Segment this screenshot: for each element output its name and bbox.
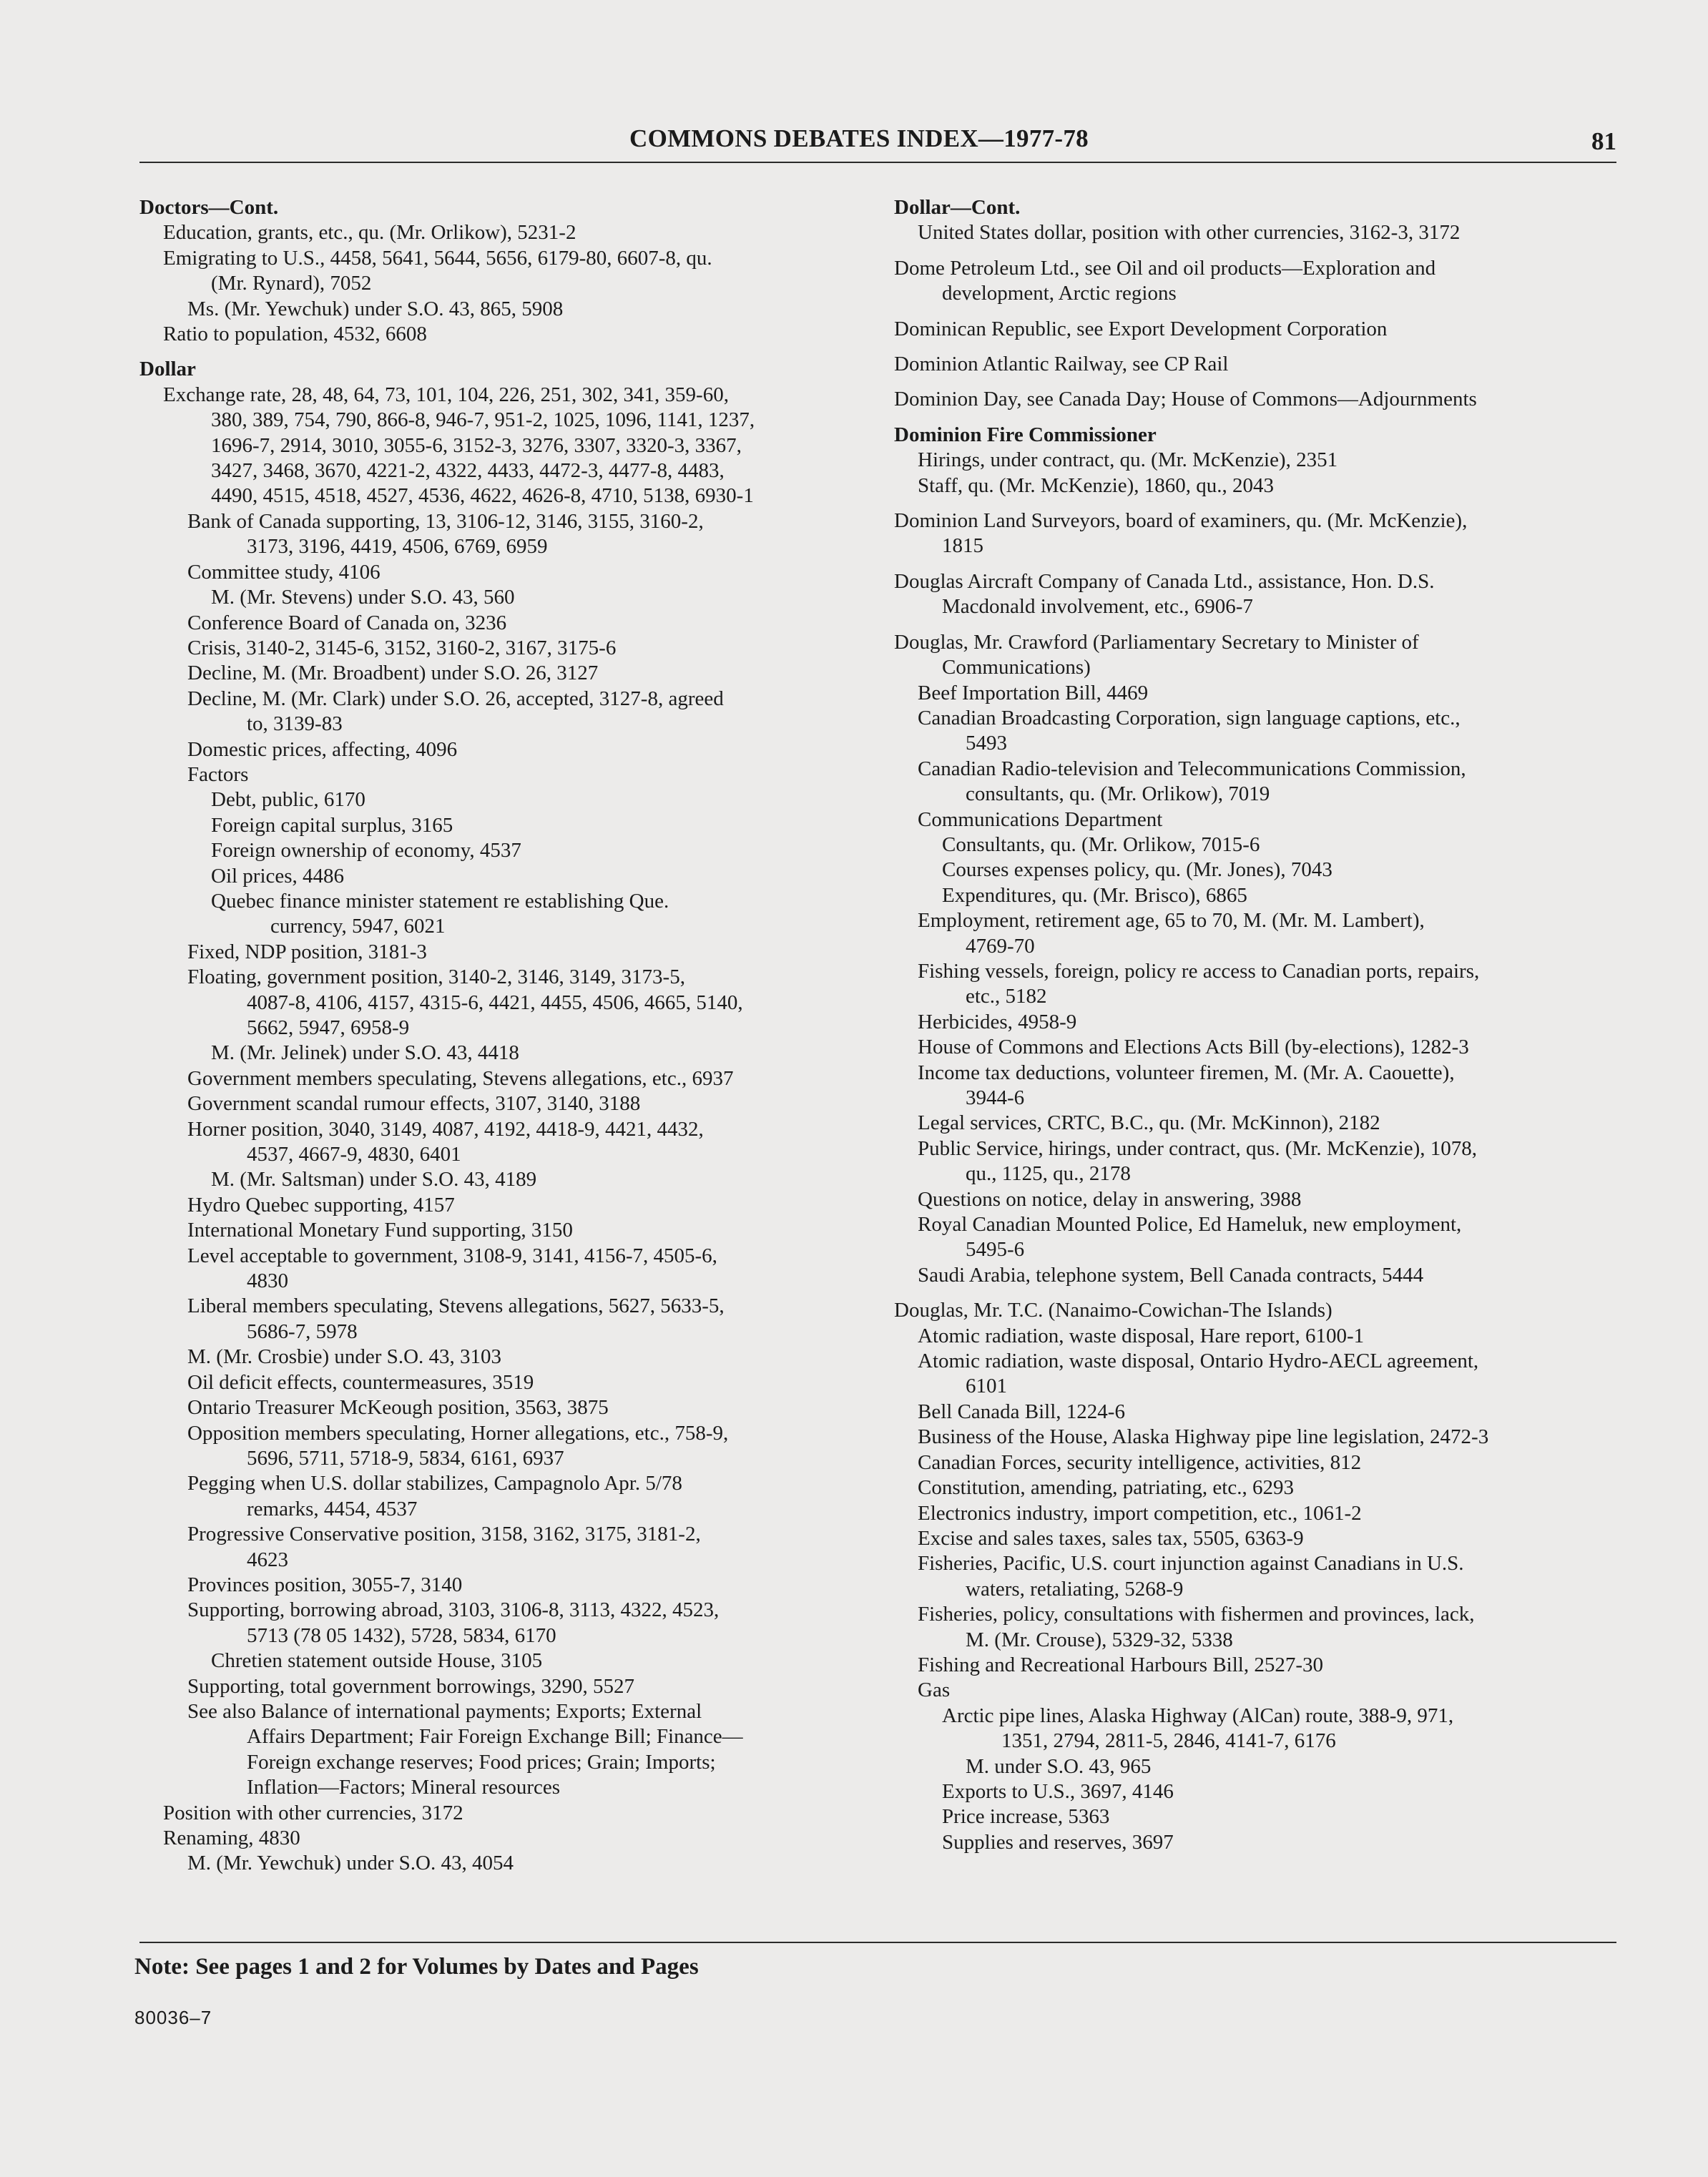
index-entry: M. (Mr. Crouse), 5329-32, 5338 <box>966 1628 1233 1651</box>
index-entry: Communications Department <box>918 807 1163 831</box>
index-heading: Doctors—Cont. <box>139 196 279 219</box>
index-entry: Inflation—Factors; Mineral resources <box>247 1776 561 1799</box>
index-entry: Atomic radiation, waste disposal, Ontario Hydro-AECL agreement, <box>918 1350 1479 1373</box>
index-entry: Fishing vessels, foreign, policy re access to Canadian ports, repairs, <box>918 959 1480 983</box>
index-entry: Courses expenses policy, qu. (Mr. Jones), 7043 <box>942 858 1332 882</box>
index-entry: 380, 389, 754, 790, 866-8, 946-7, 951-2, 1025, 1096, 1141, 1237, <box>211 408 755 432</box>
index-entry: M. (Mr. Saltsman) under S.O. 43, 4189 <box>211 1168 537 1191</box>
index-entry: waters, retaliating, 5268-9 <box>966 1577 1184 1601</box>
index-entry: 5662, 5947, 6958-9 <box>247 1016 410 1039</box>
header-rule <box>139 162 1616 163</box>
index-entry: Supporting, borrowing abroad, 3103, 3106-8, 3113, 4322, 4523, <box>187 1598 720 1622</box>
index-heading: Dominion Day, see Canada Day; House of Commons—Adjournments <box>894 388 1477 411</box>
index-entry: Liberal members speculating, Stevens allegations, 5627, 5633-5, <box>187 1294 725 1318</box>
index-entry: Business of the House, Alaska Highway pipe line legislation, 2472-3 <box>918 1425 1489 1449</box>
index-heading: Dominion Atlantic Railway, see CP Rail <box>894 353 1229 376</box>
index-entry: Macdonald involvement, etc., 6906-7 <box>942 595 1253 619</box>
index-entry: Canadian Radio-television and Telecommunications Commission, <box>918 757 1466 780</box>
index-entry: to, 3139-83 <box>247 712 343 736</box>
index-entry: Ms. (Mr. Yewchuk) under S.O. 43, 865, 5908 <box>187 297 564 320</box>
index-entry: Government scandal rumour effects, 3107, 3140, 3188 <box>187 1092 641 1116</box>
index-heading: Dollar—Cont. <box>894 196 1021 219</box>
index-entry: Quebec finance minister statement re establishing Que. <box>211 889 669 913</box>
index-entry: Crisis, 3140-2, 3145-6, 3152, 3160-2, 3167, 3175-6 <box>187 636 617 659</box>
index-entry: Oil prices, 4486 <box>211 864 345 888</box>
index-entry: 4769-70 <box>966 934 1035 958</box>
index-entry: Public Service, hirings, under contract, qus. (Mr. McKenzie), 1078, <box>918 1136 1478 1160</box>
index-entry: Decline, M. (Mr. Broadbent) under S.O. 26, 3127 <box>187 662 599 685</box>
index-entry: Canadian Forces, security intelligence, activities, 812 <box>918 1450 1362 1474</box>
footer-note: Note: See pages 1 and 2 for Volumes by Dates and Pages <box>134 1954 699 1980</box>
index-entry: Debt, public, 6170 <box>211 788 365 812</box>
index-entry: Exports to U.S., 3697, 4146 <box>942 1779 1174 1803</box>
index-entry: Opposition members speculating, Horner allegations, etc., 758-9, <box>187 1421 729 1445</box>
index-column-right <box>894 195 1620 1855</box>
print-code: 80036–7 <box>134 2007 212 2028</box>
index-entry: 5686-7, 5978 <box>247 1320 358 1343</box>
index-entry: 6101 <box>966 1375 1007 1398</box>
index-entry: Royal Canadian Mounted Police, Ed Hameluk, new employment, <box>918 1213 1462 1237</box>
index-entry: Legal services, CRTC, B.C., qu. (Mr. McKinnon), 2182 <box>918 1111 1380 1135</box>
index-entry: Bank of Canada supporting, 13, 3106-12, 3146, 3155, 3160-2, <box>187 509 704 533</box>
page-number: 81 <box>1591 127 1616 155</box>
index-entry: M. (Mr. Stevens) under S.O. 43, 560 <box>211 586 515 609</box>
index-entry: Level acceptable to government, 3108-9, 3141, 4156-7, 4505-6, <box>187 1244 717 1267</box>
index-entry: Communications) <box>942 656 1091 679</box>
index-heading: Dome Petroleum Ltd., see Oil and oil products—Exploration and <box>894 256 1436 280</box>
index-entry: Arctic pipe lines, Alaska Highway (AlCan) route, 388-9, 971, <box>942 1704 1454 1727</box>
index-entry: Education, grants, etc., qu. (Mr. Orlikow), 5231-2 <box>163 221 576 245</box>
index-entry: currency, 5947, 6021 <box>270 915 446 938</box>
index-entry: 4623 <box>247 1548 288 1571</box>
index-entry: Floating, government position, 3140-2, 3146, 3149, 3173-5, <box>187 965 685 989</box>
index-entry: 3173, 3196, 4419, 4506, 6769, 6959 <box>247 535 548 559</box>
index-entry: Fisheries, policy, consultations with fishermen and provinces, lack, <box>918 1603 1475 1626</box>
index-column-left <box>139 195 862 1877</box>
index-entry: etc., 5182 <box>966 985 1047 1008</box>
index-entry: Position with other currencies, 3172 <box>163 1801 463 1824</box>
index-heading: Douglas Aircraft Company of Canada Ltd., assistance, Hon. D.S. <box>894 569 1435 593</box>
index-entry: Pegging when U.S. dollar stabilizes, Campagnolo Apr. 5/78 <box>187 1472 682 1495</box>
index-entry: Fishing and Recreational Harbours Bill, 2527-30 <box>918 1653 1324 1676</box>
index-entry: 4537, 4667-9, 4830, 6401 <box>247 1143 461 1166</box>
index-entry: Conference Board of Canada on, 3236 <box>187 611 507 634</box>
index-entry: Questions on notice, delay in answering, 3988 <box>918 1187 1302 1211</box>
index-entry: Ontario Treasurer McKeough position, 3563, 3875 <box>187 1396 609 1420</box>
index-entry: Price increase, 5363 <box>942 1805 1110 1829</box>
index-heading: Dominion Fire Commissioner <box>894 423 1157 446</box>
index-entry: 5495-6 <box>966 1238 1025 1262</box>
index-entry: M. (Mr. Crosbie) under S.O. 43, 3103 <box>187 1345 502 1369</box>
index-entry: Electronics industry, import competition, etc., 1061-2 <box>918 1501 1362 1525</box>
index-entry: 1351, 2794, 2811-5, 2846, 4141-7, 6176 <box>1001 1729 1336 1753</box>
index-entry: 1696-7, 2914, 3010, 3055-6, 3152-3, 3276, 3307, 3320-3, 3367, <box>211 433 742 457</box>
footer-rule <box>139 1942 1616 1943</box>
index-entry: qu., 1125, qu., 2178 <box>966 1162 1131 1186</box>
index-entry: Hydro Quebec supporting, 4157 <box>187 1193 455 1217</box>
index-entry: United States dollar, position with other currencies, 3162-3, 3172 <box>918 221 1461 245</box>
index-entry: Ratio to population, 4532, 6608 <box>163 323 427 346</box>
index-entry: See also Balance of international payments; Exports; External <box>187 1699 702 1723</box>
index-entry: 3427, 3468, 3670, 4221-2, 4322, 4433, 4472-3, 4477-8, 4483, <box>211 459 725 483</box>
index-entry: Domestic prices, affecting, 4096 <box>187 737 458 761</box>
index-entry: Bell Canada Bill, 1224-6 <box>918 1400 1125 1423</box>
index-entry: Consultants, qu. (Mr. Orlikow, 7015-6 <box>942 832 1260 856</box>
index-entry: International Monetary Fund supporting, 3150 <box>187 1219 573 1242</box>
index-entry: Provinces position, 3055-7, 3140 <box>187 1573 463 1596</box>
index-entry: Hirings, under contract, qu. (Mr. McKenzie), 2351 <box>918 448 1338 472</box>
index-entry: Saudi Arabia, telephone system, Bell Canada contracts, 5444 <box>918 1263 1424 1287</box>
index-entry: development, Arctic regions <box>942 282 1177 305</box>
index-entry: Oil deficit effects, countermeasures, 3519 <box>187 1370 534 1394</box>
index-entry: Emigrating to U.S., 4458, 5641, 5644, 5656, 6179-80, 6607-8, qu. <box>163 246 712 270</box>
index-entry: Renaming, 4830 <box>163 1827 300 1849</box>
page-title: COMMONS DEBATES INDEX—1977-78 <box>629 124 1089 152</box>
index-entry: 4490, 4515, 4518, 4527, 4536, 4622, 4626-8, 4710, 5138, 6930-1 <box>211 484 754 508</box>
index-entry: 5493 <box>966 732 1007 755</box>
index-entry: consultants, qu. (Mr. Orlikow), 7019 <box>966 782 1270 806</box>
index-entry: Foreign exchange reserves; Food prices; Grain; Imports; <box>247 1750 716 1774</box>
index-entry: Constitution, amending, patriating, etc., 6293 <box>918 1476 1294 1500</box>
index-entry: Herbicides, 4958-9 <box>918 1010 1077 1033</box>
index-entry: Affairs Department; Fair Foreign Exchange Bill; Finance— <box>247 1725 743 1749</box>
index-entry: House of Commons and Elections Acts Bill (by-elections), 1282-3 <box>918 1036 1469 1059</box>
index-entry: Supplies and reserves, 3697 <box>942 1830 1174 1854</box>
index-entry: Canadian Broadcasting Corporation, sign language captions, etc., <box>918 706 1461 729</box>
index-entry: Beef Importation Bill, 4469 <box>918 681 1149 704</box>
index-entry: Foreign ownership of economy, 4537 <box>211 839 521 863</box>
index-heading: Dollar <box>139 358 196 381</box>
index-entry: Decline, M. (Mr. Clark) under S.O. 26, accepted, 3127-8, agreed <box>187 687 724 710</box>
index-entry: 4087-8, 4106, 4157, 4315-6, 4421, 4455, 4506, 4665, 5140, <box>247 991 743 1014</box>
index-entry: M. under S.O. 43, 965 <box>966 1754 1152 1778</box>
index-entry: Foreign capital surplus, 3165 <box>211 813 453 837</box>
index-entry: Fisheries, Pacific, U.S. court injunction against Canadians in U.S. <box>918 1552 1464 1576</box>
index-entry: (Mr. Rynard), 7052 <box>211 272 372 295</box>
index-entry: Government members speculating, Stevens allegations, etc., 6937 <box>187 1066 734 1090</box>
index-heading: Dominion Land Surveyors, board of examiners, qu. (Mr. McKenzie), <box>894 509 1468 533</box>
index-entry: Fixed, NDP position, 3181-3 <box>187 940 427 963</box>
index-entry: Expenditures, qu. (Mr. Brisco), 6865 <box>942 883 1247 907</box>
index-entry: 4830 <box>247 1269 288 1293</box>
index-entry: 5713 (78 05 1432), 5728, 5834, 6170 <box>247 1623 556 1647</box>
index-entry: Committee study, 4106 <box>187 560 381 584</box>
index-heading: Douglas, Mr. Crawford (Parliamentary Secretary to Minister of <box>894 630 1419 654</box>
index-entry: Gas <box>918 1679 951 1702</box>
index-entry: Supporting, total government borrowings, 3290, 5527 <box>187 1674 635 1698</box>
index-entry: M. (Mr. Yewchuk) under S.O. 43, 4054 <box>187 1852 514 1875</box>
index-entry: Horner position, 3040, 3149, 4087, 4192, 4418-9, 4421, 4432, <box>187 1117 704 1141</box>
index-entry: Staff, qu. (Mr. McKenzie), 1860, qu., 2043 <box>918 473 1275 497</box>
index-heading: Dominican Republic, see Export Development Corporation <box>894 317 1388 340</box>
index-entry: Income tax deductions, volunteer firemen, M. (Mr. A. Caouette), <box>918 1061 1455 1084</box>
index-heading: Douglas, Mr. T.C. (Nanaimo-Cowichan-The Islands) <box>894 1299 1332 1322</box>
index-entry: Factors <box>187 762 249 786</box>
index-entry: 1815 <box>942 534 983 558</box>
index-entry: Excise and sales taxes, sales tax, 5505, 6363-9 <box>918 1526 1304 1550</box>
index-entry: Chretien statement outside House, 3105 <box>211 1649 543 1673</box>
index-entry: M. (Mr. Jelinek) under S.O. 43, 4418 <box>211 1041 519 1065</box>
index-entry: 3944-6 <box>966 1086 1025 1109</box>
index-entry: Employment, retirement age, 65 to 70, M. (Mr. M. Lambert), <box>918 909 1425 933</box>
index-entry: 5696, 5711, 5718-9, 5834, 6161, 6937 <box>247 1446 564 1470</box>
index-entry: remarks, 4454, 4537 <box>247 1497 418 1520</box>
index-entry: Exchange rate, 28, 48, 64, 73, 101, 104, 226, 251, 302, 341, 359-60, <box>163 383 729 406</box>
index-entry: Atomic radiation, waste disposal, Hare report, 6100-1 <box>918 1324 1365 1347</box>
index-entry: Progressive Conservative position, 3158, 3162, 3175, 3181-2, <box>187 1523 701 1546</box>
